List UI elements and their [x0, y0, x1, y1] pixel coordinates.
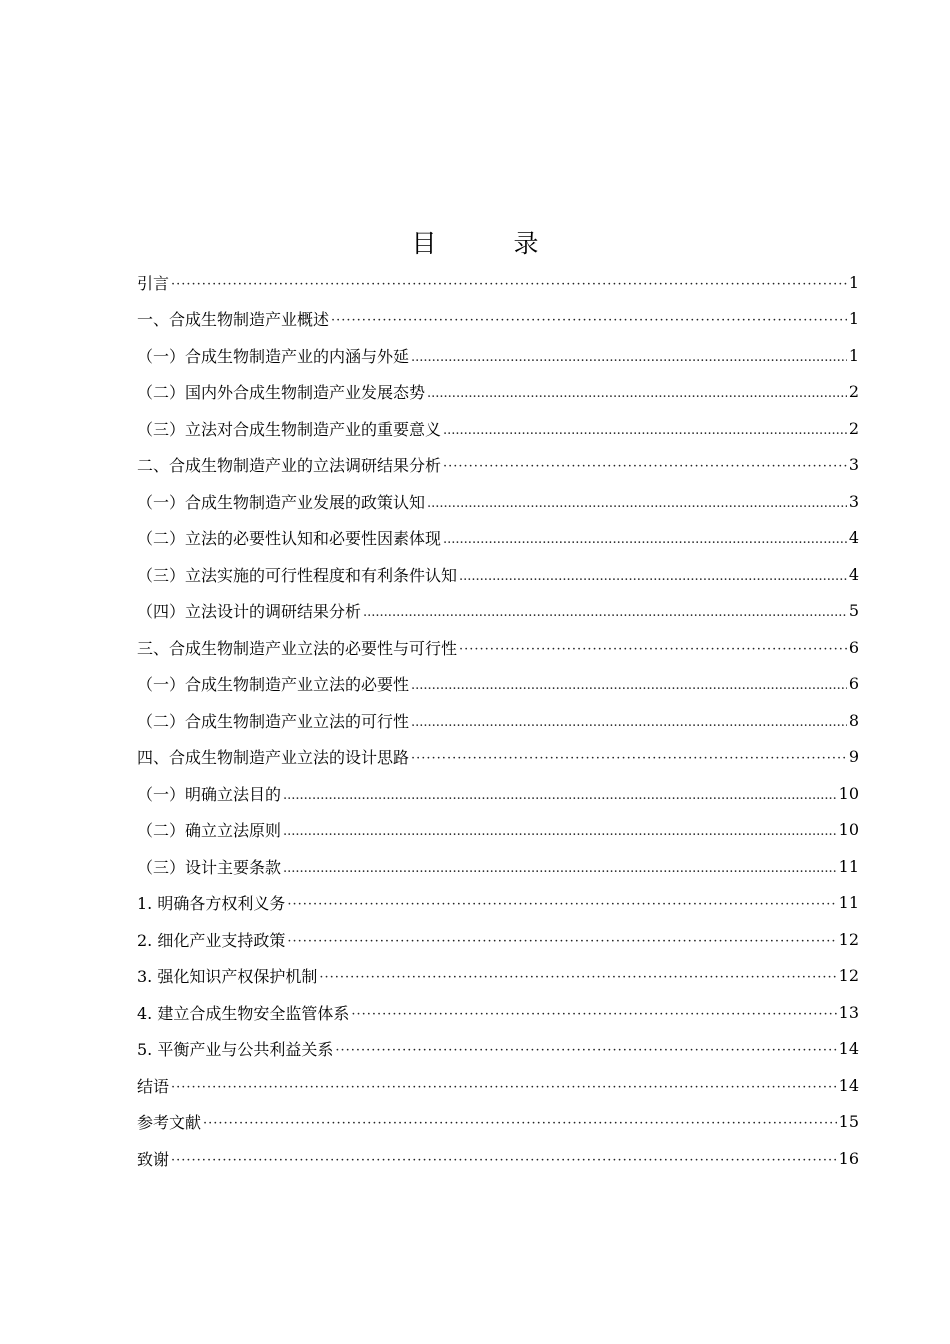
toc-entry[interactable]	[137, 1067, 859, 1104]
toc-entry-page-number: 10	[838, 783, 859, 803]
toc-entry-label: 一、合成生物制造产业概述	[137, 310, 330, 330]
toc-entry[interactable]	[137, 447, 859, 484]
toc-entry-page-number: 1	[848, 345, 859, 365]
toc-entry-page-number: 9	[848, 747, 859, 767]
toc-entry[interactable]	[137, 1031, 859, 1068]
dot-leader	[411, 346, 847, 365]
toc-entry-label: 3. 强化知识产权保护机制	[137, 967, 318, 987]
toc-entry[interactable]	[137, 556, 859, 593]
toc-entry-page-number: 5	[848, 601, 859, 621]
toc-entry[interactable]	[137, 885, 859, 922]
toc-entry-page-number: 11	[838, 856, 859, 876]
toc-entry-page-number: 4	[848, 528, 859, 548]
toc-entry-page-number: 6	[848, 674, 859, 694]
dot-leader	[459, 638, 847, 657]
toc-entry-page-number: 14	[838, 1075, 859, 1095]
toc-entry[interactable]	[137, 958, 859, 995]
toc-entry-label: 参考文献	[137, 1113, 202, 1133]
toc-entry-page-number: 2	[848, 418, 859, 438]
dot-leader	[335, 1039, 836, 1058]
toc-entry-page-number: 12	[838, 929, 859, 949]
toc-entry-label: 4. 建立合成生物安全监管体系	[137, 1003, 350, 1023]
dot-leader	[319, 966, 836, 985]
dot-leader	[411, 747, 847, 766]
dot-leader	[443, 419, 847, 438]
toc-entry-label: （一）合成生物制造产业立法的必要性	[137, 675, 410, 695]
toc-entry-label: 1. 明确各方权利义务	[137, 894, 286, 914]
dot-leader	[203, 1112, 837, 1131]
toc-entry-label: （三）设计主要条款	[137, 857, 282, 877]
dot-leader	[331, 309, 847, 328]
dot-leader	[283, 820, 837, 839]
dot-leader	[443, 528, 847, 547]
toc-entry[interactable]	[137, 593, 859, 630]
dot-leader	[287, 893, 836, 912]
toc-entry[interactable]	[137, 666, 859, 703]
dot-leader	[411, 711, 847, 730]
toc-entry[interactable]	[137, 264, 859, 301]
toc-entry-label: 三、合成生物制造产业立法的必要性与可行性	[137, 638, 458, 658]
toc-entry-page-number: 16	[838, 1148, 859, 1168]
toc-entry-page-number: 10	[838, 820, 859, 840]
toc-entry[interactable]	[137, 702, 859, 739]
toc-entry-label: 四、合成生物制造产业立法的设计思路	[137, 748, 410, 768]
toc-entry-label: 2. 细化产业支持政策	[137, 930, 286, 950]
toc-title: 目 录	[411, 229, 565, 258]
toc-entry-page-number: 15	[838, 1112, 859, 1132]
toc-entry-label: 5. 平衡产业与公共利益关系	[137, 1040, 334, 1060]
toc-entry-page-number: 3	[848, 491, 859, 511]
toc-entry[interactable]	[137, 812, 859, 849]
toc-entry-label: （四）立法设计的调研结果分析	[137, 602, 362, 622]
toc-entry-page-number: 14	[838, 1039, 859, 1059]
dot-leader	[283, 784, 837, 803]
toc-entry-page-number: 1	[848, 272, 859, 292]
toc-entry[interactable]	[137, 629, 859, 666]
toc-entry[interactable]	[137, 410, 859, 447]
toc-entry[interactable]	[137, 301, 859, 338]
toc-entry[interactable]	[137, 848, 859, 885]
toc-entry-page-number: 6	[848, 637, 859, 657]
toc-entry-page-number: 13	[838, 1002, 859, 1022]
toc-entry-label: （三）立法实施的可行性程度和有利条件认知	[137, 565, 458, 585]
toc-entry[interactable]	[137, 337, 859, 374]
toc-entry-label: 致谢	[137, 1149, 170, 1169]
toc-entry[interactable]	[137, 994, 859, 1031]
toc-entry-label: （二）确立立法原则	[137, 821, 282, 841]
dot-leader	[351, 1003, 836, 1022]
dot-leader	[459, 565, 847, 584]
toc-entry[interactable]	[137, 483, 859, 520]
toc-entry-page-number: 2	[848, 382, 859, 402]
toc-entry-label: （三）立法对合成生物制造产业的重要意义	[137, 419, 442, 439]
toc-entry[interactable]	[137, 1140, 859, 1177]
dot-leader	[411, 674, 847, 693]
dot-leader	[171, 1076, 837, 1095]
toc-entry[interactable]	[137, 374, 859, 411]
toc-entry-label: （一）明确立法目的	[137, 784, 282, 804]
toc-entry-label: 二、合成生物制造产业的立法调研结果分析	[137, 456, 442, 476]
toc-entry[interactable]	[137, 739, 859, 776]
toc-entry-label: （一）合成生物制造产业的内涵与外延	[137, 346, 410, 366]
toc-entry-label: （二）国内外合成生物制造产业发展态势	[137, 383, 426, 403]
dot-leader	[443, 455, 847, 474]
toc-entry-page-number: 11	[838, 893, 859, 913]
toc-entry-label: 引言	[137, 273, 170, 293]
toc-entry-page-number: 12	[838, 966, 859, 986]
toc-entry-page-number: 8	[848, 710, 859, 730]
dot-leader	[171, 1149, 837, 1168]
toc-entry[interactable]	[137, 520, 859, 557]
dot-leader	[283, 857, 837, 876]
toc-entry-page-number: 3	[848, 455, 859, 475]
table-of-contents	[137, 264, 859, 1177]
toc-entry-label: （二）合成生物制造产业立法的可行性	[137, 711, 410, 731]
dot-leader	[287, 930, 836, 949]
toc-entry[interactable]	[137, 775, 859, 812]
toc-entry-label: （二）立法的必要性认知和必要性因素体现	[137, 529, 442, 549]
dot-leader	[427, 382, 847, 401]
toc-entry-page-number: 1	[848, 309, 859, 329]
toc-entry[interactable]	[137, 1104, 859, 1141]
toc-entry[interactable]	[137, 921, 859, 958]
dot-leader	[363, 601, 847, 620]
toc-entry-label: （一）合成生物制造产业发展的政策认知	[137, 492, 426, 512]
dot-leader	[171, 273, 847, 292]
toc-entry-label: 结语	[137, 1076, 170, 1096]
dot-leader	[427, 492, 847, 511]
toc-entry-page-number: 4	[848, 564, 859, 584]
